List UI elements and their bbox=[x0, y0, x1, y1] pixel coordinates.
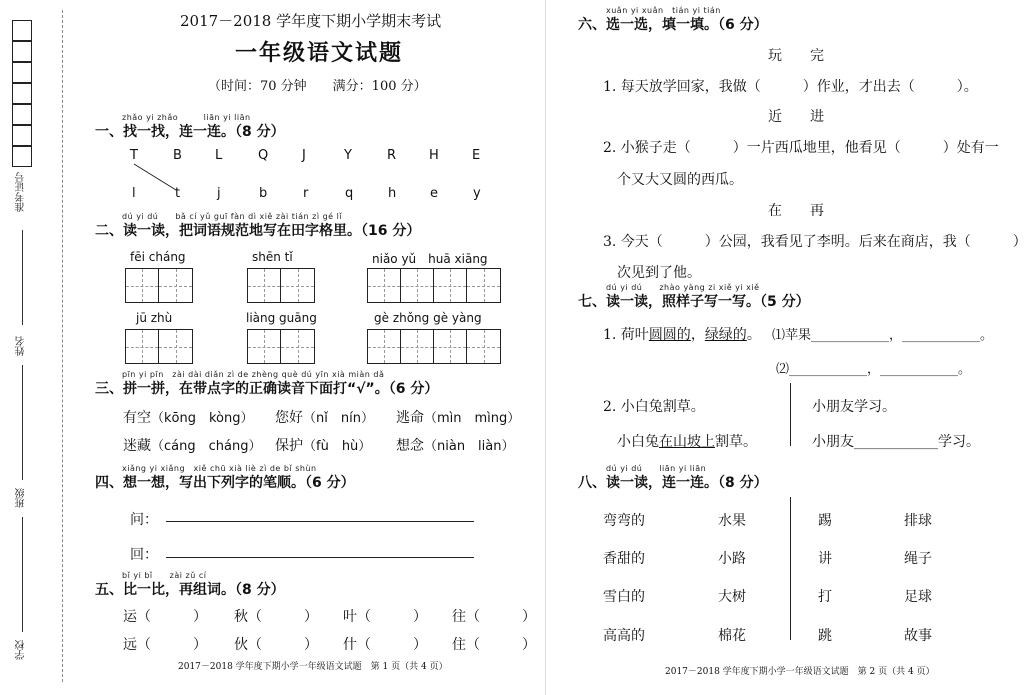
word: 您好 bbox=[275, 410, 303, 426]
match-item[interactable]: 棉花 bbox=[718, 628, 746, 644]
id-box bbox=[12, 20, 32, 41]
word: 保护 bbox=[275, 438, 303, 454]
match-item[interactable]: 绳子 bbox=[904, 551, 932, 567]
choices: （fù hù） bbox=[303, 439, 372, 454]
exam-meta: （时间：70 分钟 满分：100 分） bbox=[208, 79, 427, 94]
letter: E bbox=[472, 148, 481, 163]
choices: （kōng kòng） bbox=[151, 411, 254, 426]
section-2-title: 二、读一读，把词语规范地写在田字格里。（16 分） bbox=[95, 223, 421, 239]
page-footer: 2017－2018 学年度下期小学一年级语文试题 第 2 页（共 4 页） bbox=[665, 667, 935, 677]
subject-title: 一年级语文试题 bbox=[235, 41, 404, 66]
match-item[interactable]: 弯弯的 bbox=[603, 513, 645, 529]
word-pair: 近 进 bbox=[768, 109, 824, 125]
letter: q bbox=[345, 186, 354, 201]
pinyin-choice-item[interactable] bbox=[275, 435, 371, 455]
letter: r bbox=[303, 186, 309, 201]
word: 迷藏 bbox=[123, 438, 151, 454]
match-item[interactable]: 水果 bbox=[718, 513, 746, 529]
fill-question[interactable]: 2. 小猴子走（ ）一片西瓜地里，他看见（ ）处有一 bbox=[603, 140, 999, 156]
match-item[interactable]: 大树 bbox=[718, 589, 746, 605]
match-item[interactable]: 故事 bbox=[904, 628, 932, 644]
section-7-title: 七、读一读，照样子写一写。（5 分） bbox=[578, 294, 810, 310]
stroke-answer-line[interactable] bbox=[166, 521, 474, 522]
section-4-title: 四、想一想，写出下列字的笔顺。（6 分） bbox=[95, 475, 355, 491]
letter: l bbox=[132, 186, 136, 201]
fill-question-cont: 个又大又圆的西瓜。 bbox=[617, 172, 743, 188]
stroke-answer-line[interactable] bbox=[166, 557, 474, 558]
stroke-char-label: 回： bbox=[130, 547, 158, 563]
compare-item[interactable]: 秋（ ） bbox=[234, 609, 318, 625]
match-item[interactable]: 足球 bbox=[904, 589, 932, 605]
exam-id-label: 准考证号 bbox=[16, 172, 27, 212]
margin-line bbox=[22, 365, 23, 480]
word: 有空 bbox=[123, 410, 151, 426]
letter: e bbox=[430, 186, 438, 201]
margin-line bbox=[22, 517, 23, 632]
letter: T bbox=[130, 148, 138, 163]
id-box bbox=[12, 104, 32, 125]
letter: h bbox=[388, 186, 397, 201]
letter: Q bbox=[258, 148, 269, 163]
section-pinyin: dú yi dú liān yi liān bbox=[606, 464, 707, 473]
word-pinyin: jū zhù bbox=[136, 311, 173, 325]
compare-item[interactable]: 叶（ ） bbox=[343, 609, 427, 625]
section-pinyin: xiǎng yi xiǎng xiě chū xià liè zì de bǐ shùn bbox=[122, 464, 317, 473]
choices: （niàn liàn） bbox=[424, 439, 515, 454]
word-pinyin: liàng guāng bbox=[246, 311, 317, 325]
word-pair: 玩 完 bbox=[768, 48, 824, 64]
page-fold bbox=[545, 0, 546, 695]
id-box bbox=[12, 125, 32, 146]
compare-item[interactable]: 往（ ） bbox=[452, 609, 536, 625]
tianzige-grid[interactable] bbox=[125, 329, 193, 364]
letter: b bbox=[259, 186, 268, 201]
pinyin-choice-item[interactable] bbox=[396, 407, 520, 427]
pinyin-choice-item[interactable] bbox=[275, 407, 374, 427]
choices: （nǐ nín） bbox=[303, 411, 374, 426]
margin-line bbox=[22, 230, 23, 325]
example-sentence: 1. 荷叶圆圆的，绿绿的。 bbox=[603, 327, 761, 343]
word-pinyin: shēn tǐ bbox=[252, 250, 293, 264]
letter: j bbox=[217, 186, 221, 201]
section-pinyin: dú yi dú bǎ cí yǔ guī fàn dì xiě zài tián zì gé lǐ bbox=[122, 212, 343, 221]
choices: （cáng cháng） bbox=[151, 439, 262, 454]
match-item[interactable]: 跳 bbox=[818, 628, 832, 644]
id-box bbox=[12, 41, 32, 62]
letter: J bbox=[302, 148, 306, 163]
match-item[interactable]: 踢 bbox=[818, 513, 832, 529]
id-box bbox=[12, 83, 32, 104]
word-pinyin: gè zhǒng gè yàng bbox=[374, 311, 482, 325]
class-label: 班级 bbox=[16, 488, 27, 508]
section-8-title: 八、读一读，连一连。（8 分） bbox=[578, 475, 768, 491]
match-item[interactable]: 排球 bbox=[904, 513, 932, 529]
pinyin-choice-item[interactable] bbox=[123, 435, 261, 455]
tianzige-grid[interactable] bbox=[247, 268, 315, 303]
compare-item[interactable]: 什（ ） bbox=[343, 637, 427, 653]
section-1-title: 一、找一找，连一连。（8 分） bbox=[95, 124, 285, 140]
letter: R bbox=[387, 148, 397, 163]
letter: B bbox=[173, 148, 182, 163]
imitation-answer-3[interactable]: 小朋友____________学习。 bbox=[812, 434, 980, 450]
word-pinyin: fēi cháng bbox=[130, 250, 186, 264]
example-sentence: 小白兔在山坡上割草。 bbox=[617, 434, 757, 450]
section-pinyin: dú yi dú zhào yàng zi xiě yi xiě bbox=[606, 283, 760, 292]
imitation-answer-1[interactable]: ⑴苹果____________，____________。 bbox=[772, 328, 994, 343]
letter: y bbox=[473, 186, 481, 201]
section-pinyin: xuǎn yi xuǎn tián yi tián bbox=[606, 6, 721, 15]
compare-item[interactable]: 远（ ） bbox=[123, 637, 207, 653]
word-pair: 在 再 bbox=[768, 203, 824, 219]
id-box bbox=[12, 62, 32, 83]
divider bbox=[790, 383, 791, 446]
word: 逃命 bbox=[396, 410, 424, 426]
word-pinyin: niǎo yǔ huā xiāng bbox=[372, 252, 488, 266]
school-label: 学校 bbox=[16, 640, 27, 660]
word: 想念 bbox=[396, 438, 424, 454]
match-item[interactable]: 打 bbox=[818, 589, 832, 605]
match-item[interactable]: 香甜的 bbox=[603, 551, 645, 567]
example-sentence: 2. 小白兔割草。 bbox=[603, 399, 705, 415]
letter: t bbox=[175, 186, 181, 201]
id-box bbox=[12, 146, 32, 167]
compare-item[interactable]: 伙（ ） bbox=[234, 637, 318, 653]
fill-question[interactable]: 1. 每天放学回家，我做（ ）作业，才出去（ ）。 bbox=[603, 79, 978, 95]
compare-item[interactable]: 运（ ） bbox=[123, 609, 207, 625]
exam-title: 2017－2018 学年度下期小学期末考试 bbox=[180, 12, 442, 30]
letter: H bbox=[429, 148, 439, 163]
tianzige-grid[interactable] bbox=[367, 329, 501, 364]
tianzige-grid[interactable] bbox=[367, 268, 501, 303]
compare-item[interactable]: 住（ ） bbox=[452, 637, 536, 653]
cut-line bbox=[62, 10, 63, 682]
imitation-answer-2[interactable]: ⑵____________，____________。 bbox=[776, 362, 972, 377]
section-5-title: 五、比一比，再组词。（8 分） bbox=[95, 582, 285, 598]
imitation-source: 小朋友学习。 bbox=[812, 399, 896, 415]
match-item[interactable]: 讲 bbox=[818, 551, 832, 567]
pinyin-choice-item[interactable] bbox=[123, 407, 253, 427]
divider bbox=[790, 497, 791, 640]
page-footer: 2017－2018 学年度下期小学一年级语文试题 第 1 页（共 4 页） bbox=[178, 662, 448, 672]
match-item[interactable]: 雪白的 bbox=[603, 589, 645, 605]
section-pinyin: bǐ yi bǐ zài zǔ cí bbox=[122, 571, 207, 580]
match-item[interactable]: 小路 bbox=[718, 551, 746, 567]
section-3-title: 三、拼一拼，在带点字的正确读音下面打“√”。（6 分） bbox=[95, 381, 439, 397]
letter: L bbox=[215, 148, 223, 163]
pinyin-choice-item[interactable] bbox=[396, 435, 515, 455]
tianzige-grid[interactable] bbox=[125, 268, 193, 303]
choices: （mìn mìng） bbox=[424, 411, 521, 426]
fill-question[interactable]: 3. 今天（ ）公园，我看见了李明。后来在商店，我（ ） bbox=[603, 234, 1027, 250]
name-label: 姓名 bbox=[16, 336, 27, 356]
fill-question-cont: 次见到了他。 bbox=[617, 265, 701, 281]
stroke-char-label: 问： bbox=[130, 512, 158, 528]
letter: Y bbox=[344, 148, 352, 163]
section-pinyin: pīn yi pīn zài dài diǎn zì de zhèng què dú yīn xià miàn dǎ bbox=[122, 370, 385, 379]
match-item[interactable]: 高高的 bbox=[603, 628, 645, 644]
section-6-title: 六、选一选，填一填。（6 分） bbox=[578, 17, 768, 33]
tianzige-grid[interactable] bbox=[247, 329, 315, 364]
section-pinyin: zhǎo yi zhǎo liān yi liān bbox=[122, 113, 251, 122]
